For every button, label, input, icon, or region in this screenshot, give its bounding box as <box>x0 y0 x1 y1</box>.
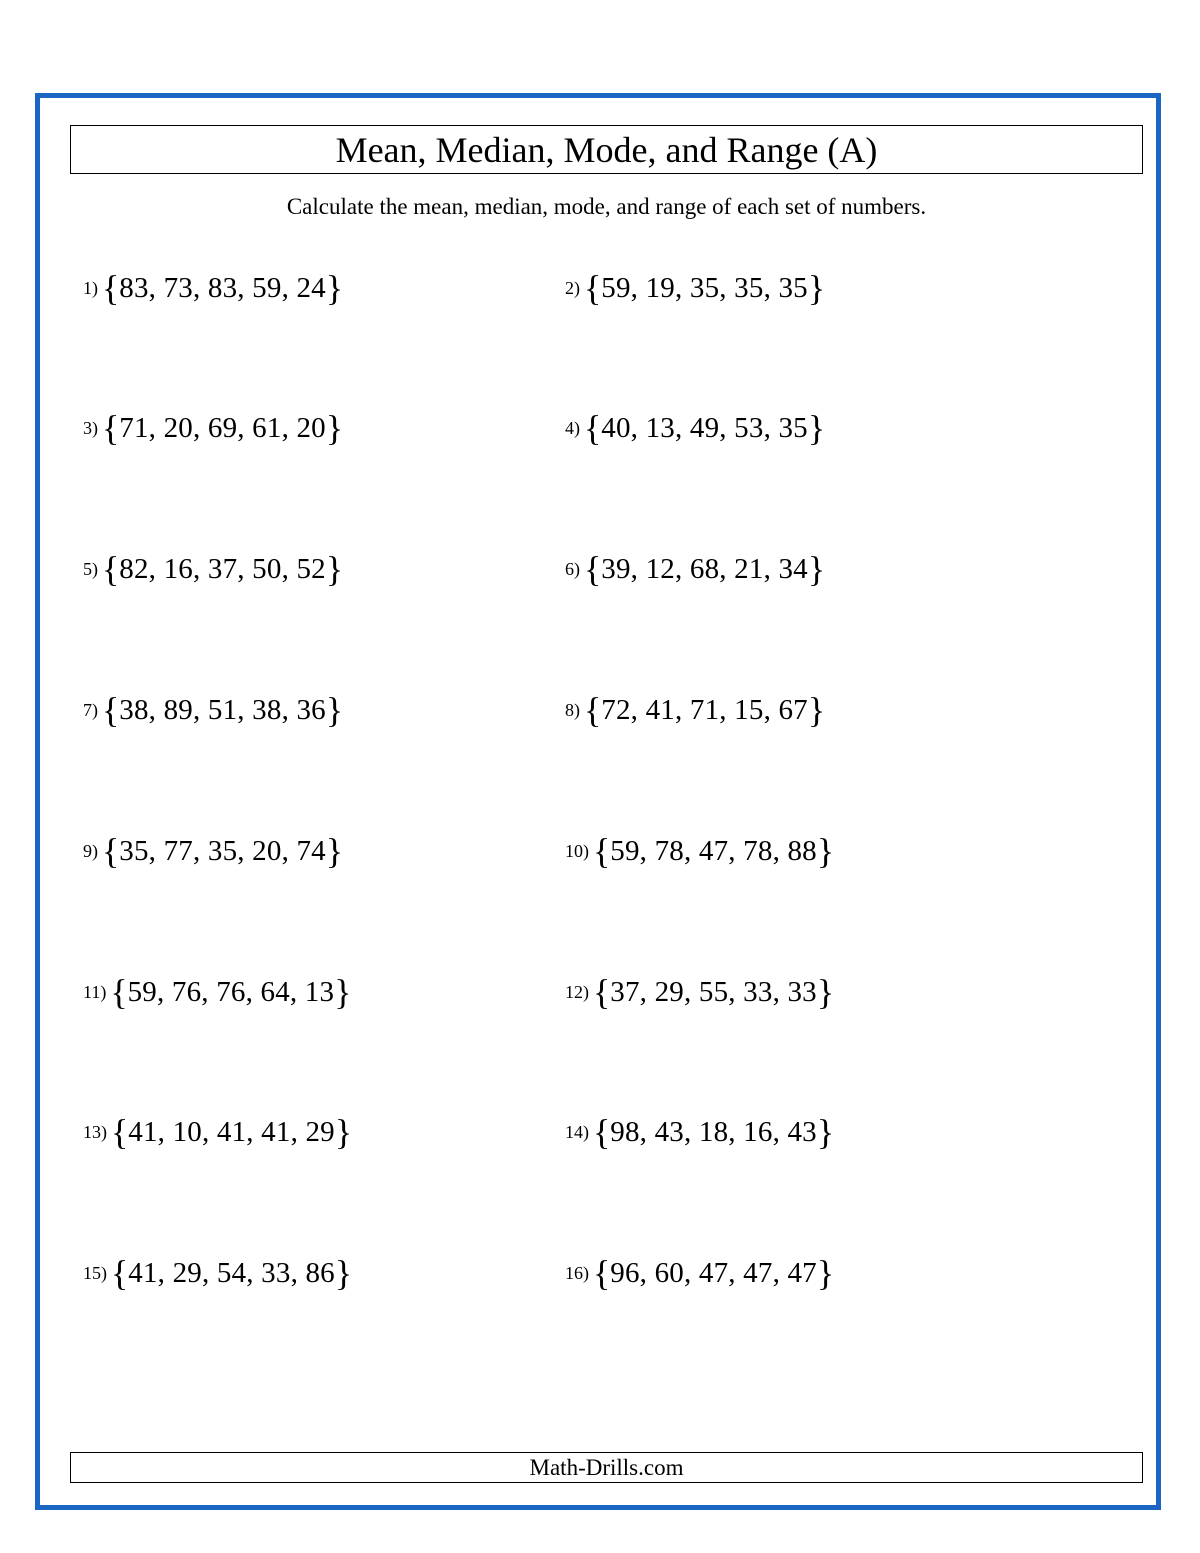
close-brace: } <box>325 268 344 308</box>
open-brace: { <box>102 549 120 589</box>
close-brace: } <box>325 690 344 730</box>
problem-number: 10) <box>565 840 589 861</box>
problem-values: 59, 19, 35, 35, 35 <box>601 271 808 304</box>
footer-site-name: Math-Drills.com <box>529 1455 684 1480</box>
open-brace: { <box>110 972 128 1012</box>
problem-values: 59, 78, 47, 78, 88 <box>610 834 817 867</box>
problem-values: 96, 60, 47, 47, 47 <box>610 1256 817 1289</box>
problem-item <box>83 268 343 308</box>
problem-number: 8) <box>565 699 580 720</box>
open-brace: { <box>111 1112 129 1152</box>
close-brace: } <box>325 408 344 448</box>
open-brace: { <box>584 268 602 308</box>
problem-number: 2) <box>565 277 580 298</box>
problem-number: 6) <box>565 558 580 579</box>
open-brace: { <box>593 1112 611 1152</box>
open-brace: { <box>584 408 602 448</box>
problem-values: 35, 77, 35, 20, 74 <box>119 834 326 867</box>
problem-item <box>83 831 343 871</box>
problem-values: 39, 12, 68, 21, 34 <box>601 552 808 585</box>
problem-values: 41, 10, 41, 41, 29 <box>128 1115 335 1148</box>
problem-item <box>565 408 825 448</box>
open-brace: { <box>102 690 120 730</box>
close-brace: } <box>807 690 826 730</box>
problem-item <box>565 690 825 730</box>
problem-item <box>565 1112 834 1152</box>
problem-number: 14) <box>565 1121 589 1142</box>
problem-number: 11) <box>83 981 107 1002</box>
close-brace: } <box>334 1253 353 1293</box>
problem-number: 16) <box>565 1262 589 1283</box>
problem-item <box>565 972 834 1012</box>
problem-item <box>83 408 343 448</box>
close-brace: } <box>325 549 344 589</box>
problem-item <box>83 690 343 730</box>
open-brace: { <box>593 1253 611 1293</box>
worksheet-title: Mean, Median, Mode, and Range (A) <box>335 129 878 170</box>
problem-values: 72, 41, 71, 15, 67 <box>601 693 808 726</box>
problem-number: 12) <box>565 981 589 1002</box>
close-brace: } <box>816 1253 835 1293</box>
problem-item <box>565 549 825 589</box>
close-brace: } <box>807 549 826 589</box>
problem-number: 7) <box>83 699 98 720</box>
problem-values: 82, 16, 37, 50, 52 <box>119 552 326 585</box>
problem-item <box>565 831 834 871</box>
problem-number: 3) <box>83 417 98 438</box>
open-brace: { <box>584 549 602 589</box>
problem-item <box>565 268 825 308</box>
instructions-text: Calculate the mean, median, mode, and range of each set of numbers. <box>286 194 927 219</box>
problem-values: 37, 29, 55, 33, 33 <box>610 975 817 1008</box>
problem-number: 9) <box>83 840 98 861</box>
open-brace: { <box>593 972 611 1012</box>
problem-number: 15) <box>83 1262 107 1283</box>
problem-values: 40, 13, 49, 53, 35 <box>601 411 808 444</box>
close-brace: } <box>816 1112 835 1152</box>
problem-number: 13) <box>83 1121 107 1142</box>
open-brace: { <box>102 831 120 871</box>
problem-number: 1) <box>83 277 98 298</box>
close-brace: } <box>334 972 352 1012</box>
problem-values: 59, 76, 76, 64, 13 <box>127 975 335 1008</box>
open-brace: { <box>102 408 120 448</box>
close-brace: } <box>816 831 835 871</box>
problem-values: 41, 29, 54, 33, 86 <box>128 1256 335 1289</box>
problem-values: 71, 20, 69, 61, 20 <box>119 411 326 444</box>
problem-item <box>83 972 352 1012</box>
problem-item <box>565 1253 834 1293</box>
close-brace: } <box>334 1112 353 1152</box>
open-brace: { <box>593 831 611 871</box>
close-brace: } <box>807 268 826 308</box>
close-brace: } <box>816 972 835 1012</box>
open-brace: { <box>584 690 602 730</box>
problem-number: 5) <box>83 558 98 579</box>
problem-item <box>83 549 343 589</box>
problem-values: 98, 43, 18, 16, 43 <box>610 1115 817 1148</box>
problem-number: 4) <box>565 417 580 438</box>
problem-item <box>83 1253 352 1293</box>
close-brace: } <box>325 831 344 871</box>
footer-box <box>70 1452 1143 1483</box>
close-brace: } <box>807 408 826 448</box>
open-brace: { <box>102 268 120 308</box>
open-brace: { <box>111 1253 129 1293</box>
worksheet-title-box <box>70 125 1143 174</box>
problem-values: 83, 73, 83, 59, 24 <box>119 271 326 304</box>
problem-item <box>83 1112 352 1152</box>
problem-values: 38, 89, 51, 38, 36 <box>119 693 326 726</box>
